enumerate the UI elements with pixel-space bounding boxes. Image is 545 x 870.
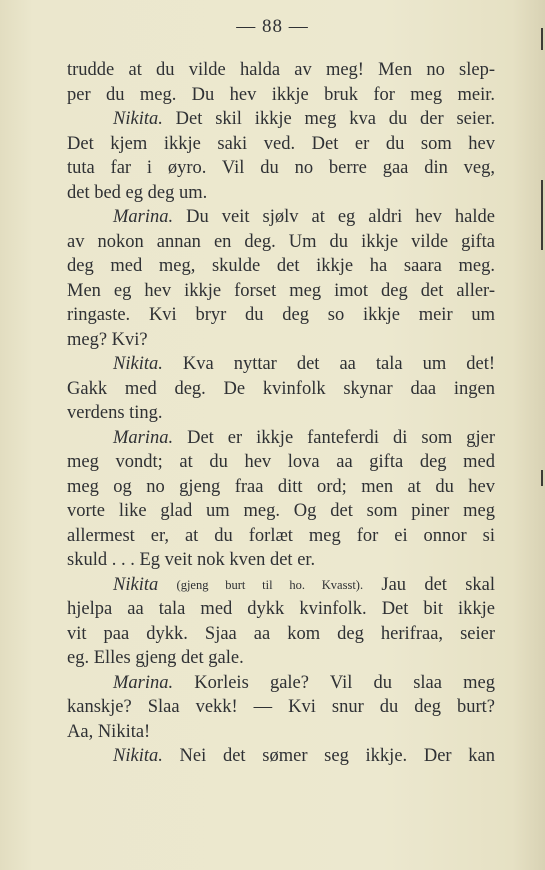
line-text: Korleis gale? Vil du slaa meg (173, 672, 495, 693)
line-text: skuld . . . Eg veit nok kven det er. (67, 550, 316, 570)
text-line (67, 695, 495, 720)
text-line (67, 132, 495, 157)
text-line (67, 646, 495, 671)
text-line (67, 499, 495, 524)
text-line (67, 426, 495, 451)
text-line (67, 377, 495, 402)
text-line (67, 671, 495, 696)
line-text: hjelpa aa tala med dykk kvinfolk. Det bit ikkje (67, 599, 495, 619)
line-text: eg. Elles gjeng det gale. (67, 648, 244, 668)
text-line (67, 548, 495, 573)
line-text: Men eg hev ikkje forset meg imot deg det aller- (67, 280, 495, 301)
line-text: Det skil ikkje meg kva du der seier. (162, 109, 495, 129)
text-line (67, 328, 495, 353)
line-text: deg med meg, skulde det ikkje ha saara meg. (67, 256, 495, 276)
line-text (158, 575, 176, 595)
line-text: Det kjem ikkje saki ved. Det er du som hev (67, 133, 495, 154)
line-text: per du meg. Du hev ikkje bruk for meg meir. (67, 84, 495, 105)
line-text: kanskje? Slaa vekk! — Kvi snur du deg burt? (67, 697, 495, 717)
line-text: meg? Kvi? (67, 329, 148, 350)
speaker-name: Marina. (113, 672, 174, 693)
line-text: Du veit sjølv at eg aldri hev halde (173, 207, 495, 227)
speaker-name: Nikita (113, 574, 159, 595)
text-line (67, 279, 495, 304)
text-line (67, 83, 495, 108)
text-line (67, 450, 495, 475)
text-line (67, 156, 495, 181)
text-line (67, 303, 495, 328)
line-text: det bed eg deg um. (67, 182, 208, 203)
text-line (67, 573, 495, 598)
speaker-name: Nikita. (113, 746, 163, 766)
text-line (67, 401, 495, 426)
play-text (67, 58, 495, 769)
text-line (67, 254, 495, 279)
text-line (67, 475, 495, 500)
text-line (67, 58, 495, 83)
text-line (67, 524, 495, 549)
line-text: allermest er, at du forlæt meg for ei onnor si (67, 525, 495, 546)
speaker-name: Marina. (113, 427, 174, 448)
line-text: Aa, Nikita! (67, 721, 151, 742)
text-line (67, 205, 495, 230)
line-text: Kva nyttar det aa tala um det! (162, 354, 495, 374)
line-text: Det er ikkje fanteferdi di som gjer (173, 427, 495, 448)
line-text: ringaste. Kvi bryr du deg so ikkje meir um (67, 305, 495, 325)
text-line (67, 181, 495, 206)
page-number: — 88 — (236, 16, 309, 37)
line-text: meg og no gjeng fraa ditt ord; men at du hev (67, 476, 495, 497)
text-line (67, 720, 495, 745)
text-line (67, 622, 495, 647)
line-text: vorte like glad um meg. Og det som piner meg (67, 501, 495, 521)
line-text: verdens ting. (67, 403, 163, 423)
text-line (67, 597, 495, 622)
speaker-name: Nikita. (113, 109, 163, 129)
line-text: vit paa dykk. Sjaa aa kom deg herifraa, seier (67, 623, 495, 644)
line-text: trudde at du vilde halda av meg! Men no slep- (67, 60, 495, 80)
line-text: tuta far i øyro. Vil du no berre gaa din veg, (67, 158, 495, 178)
line-text: Nei det sømer seg ikkje. Der kan (162, 746, 495, 766)
page-edge-mark (541, 470, 543, 486)
text-line (67, 107, 495, 132)
page-edge-mark (541, 180, 543, 250)
speaker-name: Marina. (113, 207, 174, 227)
text-line (67, 230, 495, 255)
line-text: Gakk med deg. De kvinfolk skynar daa ingen (67, 378, 495, 399)
text-line (67, 744, 495, 769)
speaker-name: Nikita. (113, 354, 163, 374)
line-text: meg vondt; at du hev lova aa gifta deg med (67, 452, 495, 472)
line-text: av nokon annan en deg. Um du ikkje vilde gifta (67, 231, 495, 252)
text-line (67, 352, 495, 377)
stage-direction: (gjeng burt til ho. Kvasst). (176, 577, 364, 592)
line-text: Jau det skal (363, 574, 496, 595)
